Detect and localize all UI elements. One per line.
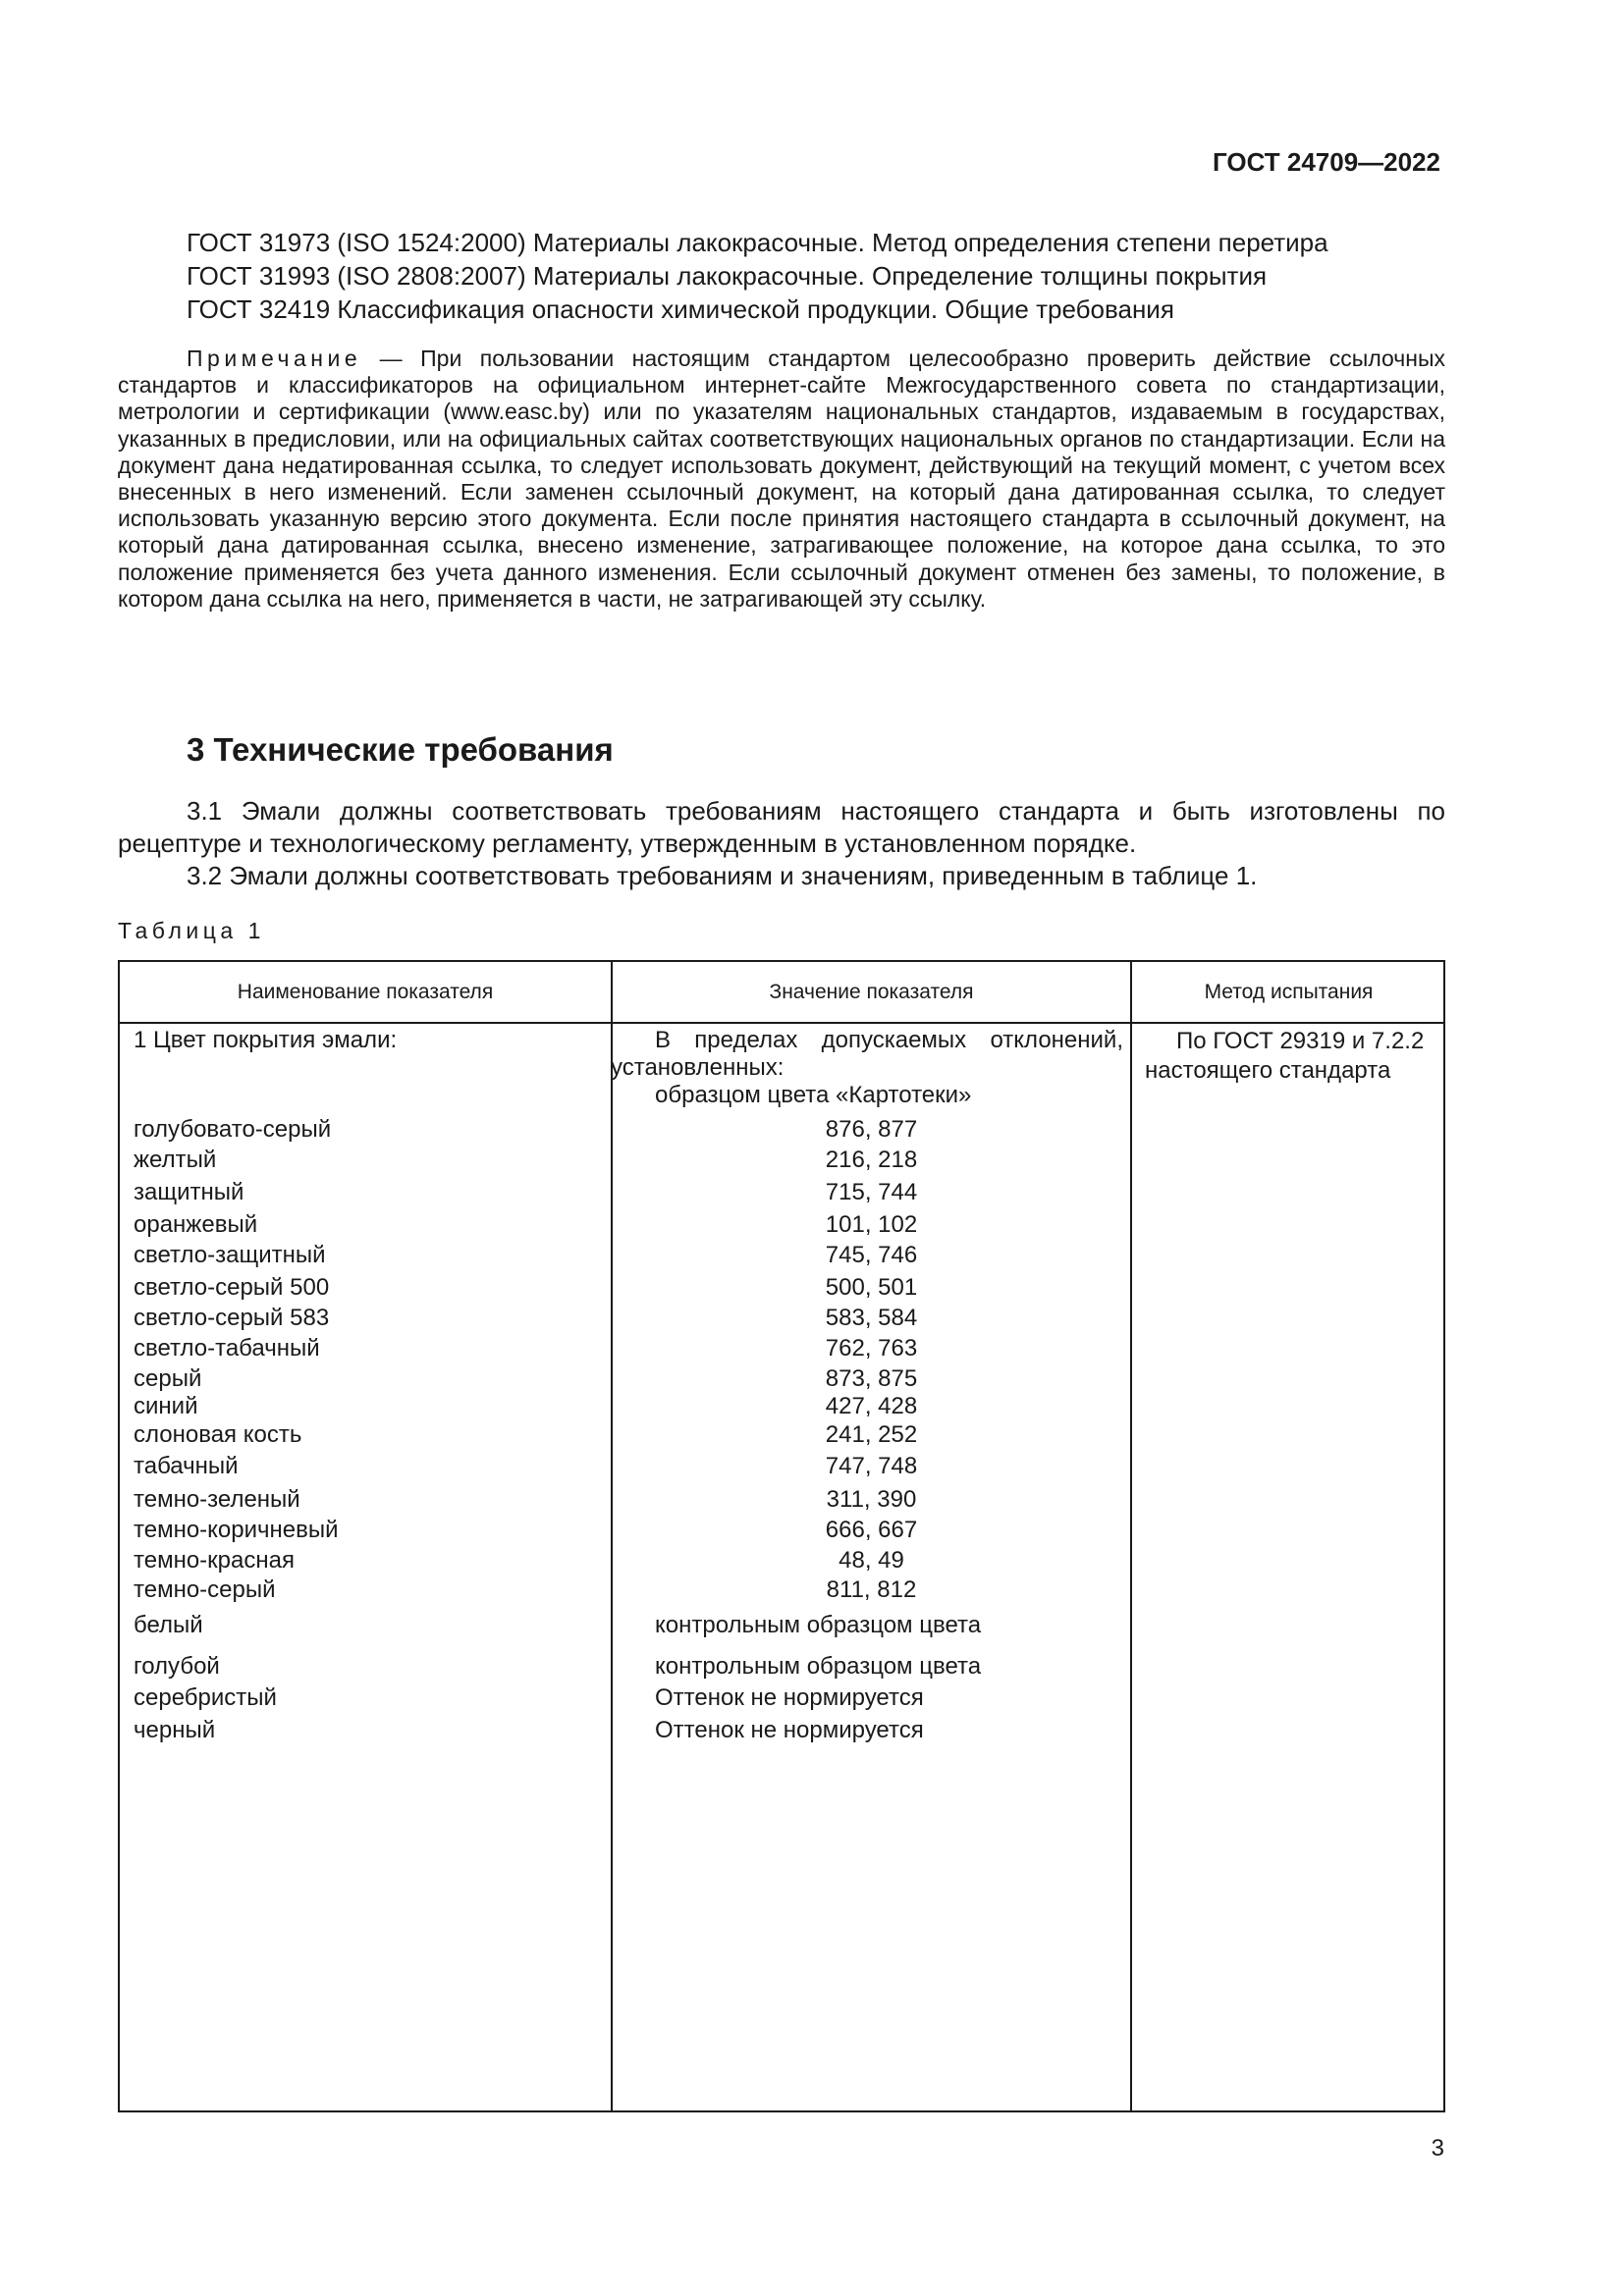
table-cell-value: 311, 390	[826, 1486, 917, 1513]
table-cell-indicator: темно-коричневый	[134, 1517, 339, 1543]
section-title: 3 Технические требования	[187, 731, 614, 768]
reference-item: ГОСТ 31973 (ISO 1524:2000) Материалы лакокрасочные. Метод определения степени перетира	[187, 228, 1328, 257]
reference-item: ГОСТ 31993 (ISO 2808:2007) Материалы лакокрасочные. Определение толщины покрытия	[187, 261, 1268, 291]
table-cell-value: 101, 102	[825, 1211, 918, 1238]
intro-value-line: В пределах допускаемых отклонений, установленных:	[611, 1027, 1123, 1081]
intro-value-line: образцом цвета «Картотеки»	[655, 1082, 972, 1108]
table-cell-value: 427, 428	[825, 1393, 918, 1419]
table-cell-indicator: светло-защитный	[134, 1242, 326, 1268]
paragraph-text: 3.2 Эмали должны соответствовать требованиям и значениям, приведенным в таблице 1.	[187, 861, 1258, 890]
table-cell-indicator: светло-серый 500	[134, 1274, 330, 1301]
table-cell-indicator: желтый	[134, 1147, 217, 1173]
header-value: Значение показателя	[769, 980, 974, 1003]
table-cell-indicator: защитный	[134, 1179, 244, 1205]
intro-method-line: По ГОСТ 29319 и 7.2.2	[1176, 1028, 1425, 1054]
table-cell-indicator: белый	[134, 1612, 203, 1638]
table-cell-indicator: оранжевый	[134, 1211, 258, 1238]
table-cell-indicator: светло-серый 583	[134, 1305, 330, 1331]
note-text: — При пользовании настоящим стандартом целесообразно проверить действие ссылочных стандартов и классификаторов на официальном интернет-сайте Межгосударственного совета по стандартизации, метрологии и сертификации (www.easc.by) или по указателям национальных стандартов, издаваемым в государствах, указанных в предисловии, или на официальных сайтах соответствующих национальных органов по стандартизации. Если на документ дана недатированная ссылка, то следует использовать документ, действующий на текущий момент, с учетом всех внесенных в него изменений. Если заменен ссылочный документ, на который дана датированная ссылка, то следует использовать указанную версию этого документа. Если после принятия настоящего стандарта в ссылочный документ, на который дана датированная ссылка, внесено изменение, затрагивающее положение, на которое дана ссылка, то это положение применяется без учета данного изменения. Если ссылочный документ отменен без замены, то положение, в котором дана ссылка на него, применяется в части, не затрагивающей эту ссылку.	[118, 346, 1445, 612]
table-cell-value: 241, 252	[825, 1421, 918, 1448]
table-cell-indicator: серебристый	[134, 1684, 277, 1711]
note-block	[118, 346, 1445, 613]
page-number: 3	[1431, 2135, 1444, 2162]
references-list	[187, 226, 1443, 326]
table-cell-value: 666, 667	[825, 1517, 918, 1543]
requirements-table	[118, 960, 1445, 2112]
table-cell-indicator: темно-красная	[134, 1547, 295, 1574]
document-header: ГОСТ 24709—2022	[1213, 147, 1440, 177]
table-cell-value: 745, 746	[825, 1242, 918, 1268]
intro-method	[1132, 1027, 1436, 1086]
table-cell-value: Оттенок не нормируется	[655, 1717, 924, 1743]
table-cell-value: 715, 744	[825, 1179, 918, 1205]
table-cell-indicator: черный	[134, 1717, 216, 1743]
table-cell-value: 500, 501	[825, 1274, 918, 1301]
table-cell-value: 48, 49	[839, 1547, 904, 1574]
note-label: Примечание	[187, 346, 362, 371]
table-cell-value: 216, 218	[825, 1147, 918, 1173]
table-cell-value: 583, 584	[825, 1305, 918, 1331]
table-cell-value: контрольным образцом цвета	[655, 1612, 982, 1638]
table-caption: Таблица 1	[118, 918, 265, 943]
table-cell-value: 876, 877	[825, 1116, 918, 1143]
intro-value	[611, 1027, 1123, 1109]
paragraph-3-1	[118, 795, 1445, 860]
table-cell-indicator: темно-серый	[134, 1576, 276, 1603]
table-cell-value: контрольным образцом цвета	[655, 1653, 982, 1680]
paragraph-text: 3.1 Эмали должны соответствовать требованиям настоящего стандарта и быть изготовлены по рецептуре и технологическому регламенту, утвержденным в установленном порядке.	[118, 796, 1445, 858]
table-cell-value: 873, 875	[825, 1365, 918, 1392]
header-method: Метод испытания	[1204, 980, 1374, 1003]
reference-item: ГОСТ 32419 Классификация опасности химической продукции. Общие требования	[187, 294, 1174, 324]
paragraph-3-2	[118, 860, 1445, 892]
table-cell-indicator: голубой	[134, 1653, 220, 1680]
table-cell-indicator: темно-зеленый	[134, 1486, 300, 1513]
table-column-divider	[1130, 962, 1132, 2110]
table-cell-value: Оттенок не нормируется	[655, 1684, 924, 1711]
table-cell-indicator: голубовато-серый	[134, 1116, 332, 1143]
table-cell-indicator: табачный	[134, 1453, 239, 1479]
table-cell-indicator: светло-табачный	[134, 1335, 320, 1362]
table-cell-indicator: слоновая кость	[134, 1421, 302, 1448]
table-cell-value: 747, 748	[825, 1453, 918, 1479]
table-cell-indicator: синий	[134, 1393, 198, 1419]
header-indicator: Наименование показателя	[237, 980, 494, 1003]
intro-method-line: настоящего стандарта	[1145, 1057, 1391, 1084]
table-cell-value: 811, 812	[826, 1576, 917, 1603]
table-cell-indicator: серый	[134, 1365, 202, 1392]
table-header-divider	[120, 1022, 1443, 1024]
intro-indicator: 1 Цвет покрытия эмали:	[134, 1027, 398, 1053]
table-cell-value: 762, 763	[825, 1335, 918, 1362]
